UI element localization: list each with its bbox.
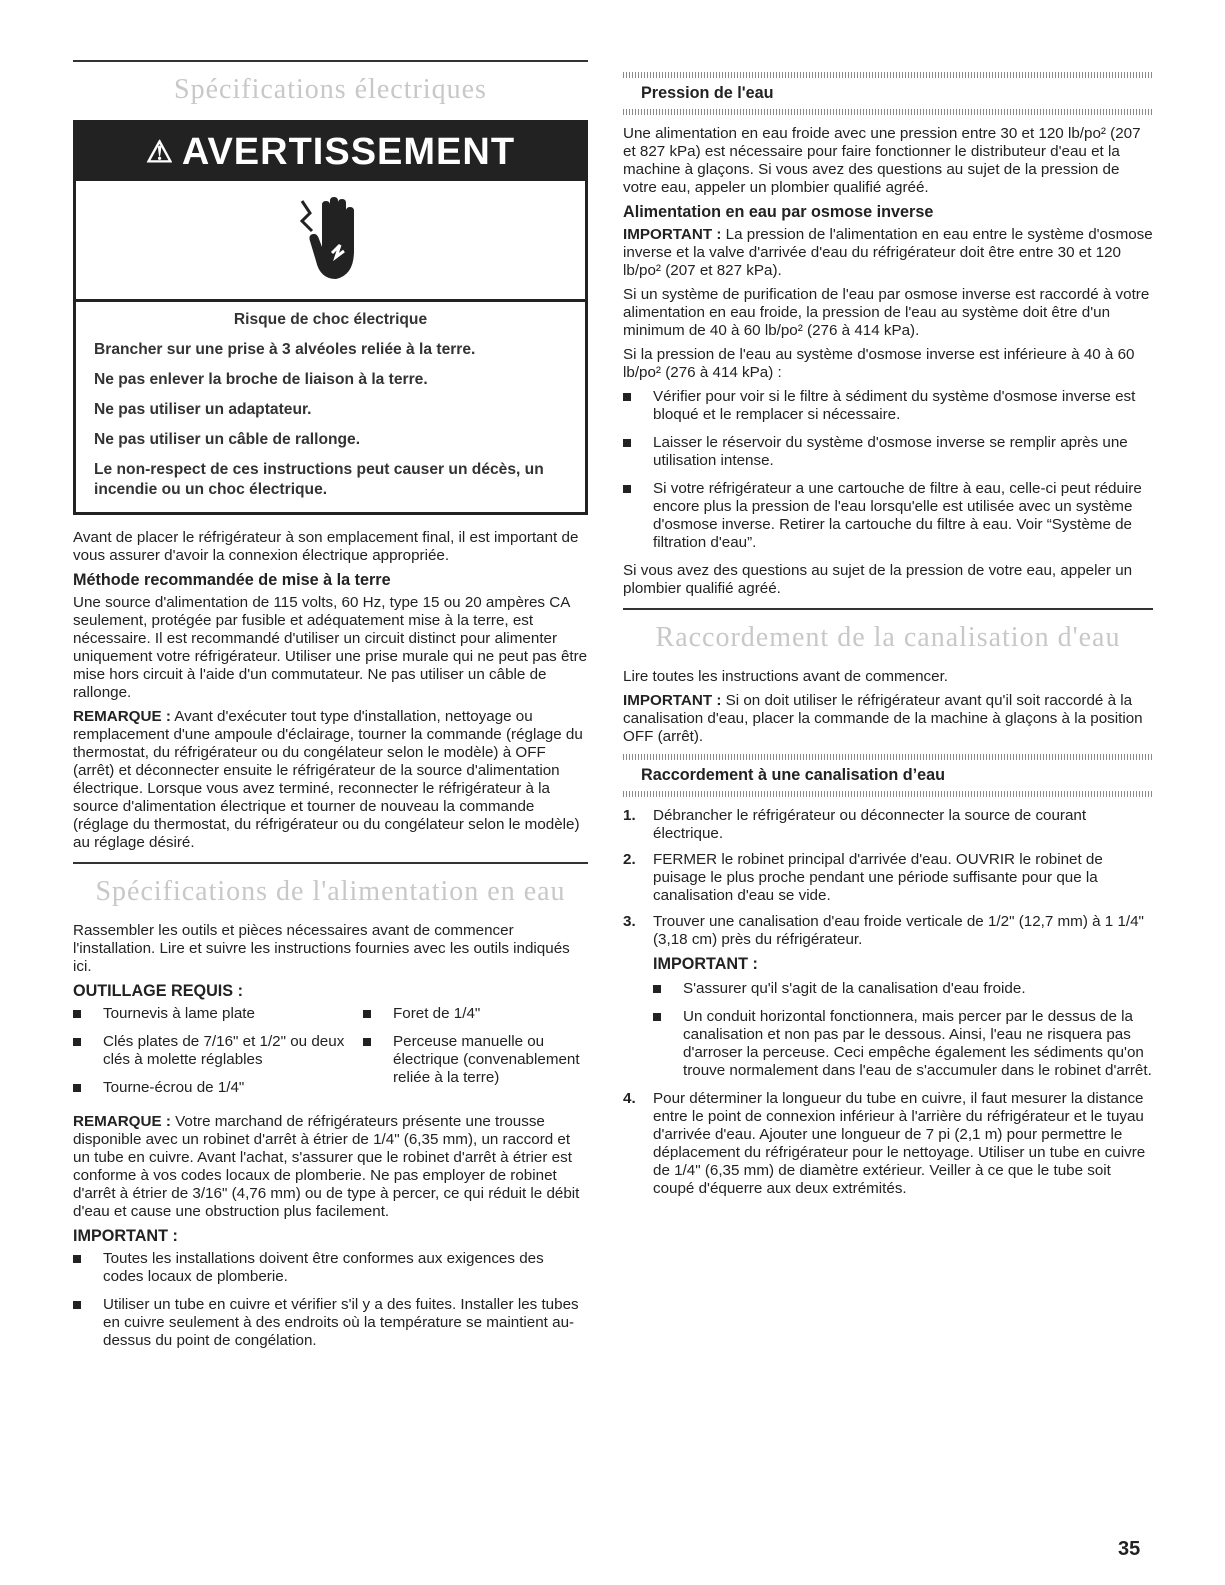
step-item: 2. FERMER le robinet principal d'arrivée d'eau. OUVRIR le robinet de puisage le plus proche pendant une période suffisante pour que la canalisation d'eau se vide. xyxy=(623,851,1103,904)
reverse-osmosis-title: Alimentation en eau par osmose inverse xyxy=(623,203,934,221)
warning-triangle-icon: ⚠ xyxy=(145,135,174,169)
note-label: REMARQUE : xyxy=(73,1113,171,1130)
list-item: Vérifier pour voir si le filtre à sédiment du système d'osmose inverse est bloqué et le remplacer si nécessaire. xyxy=(623,388,1153,424)
section-rule xyxy=(73,862,588,864)
right-column xyxy=(623,72,1153,1206)
list-item: Foret de 1/4" xyxy=(363,1005,588,1023)
important-label: IMPORTANT : xyxy=(623,226,722,243)
list-item: Laisser le réservoir du système d'osmose inverse se remplir après une utilisation intense. xyxy=(623,434,1153,470)
step-item: 3. Trouver une canalisation d'eau froide verticale de 1/2" (12,7 mm) à 1 1/4" (3,18 cm) près du réfrigérateur. IMPORTANT : S'assurer qu'il s'agit de la canalisation d'eau froide. Un conduit horizontal fonctionnera, mais percer par le dessus de la canalisation et non pas par le dessous. Ainsi, l'eau ne risquera pas d'arroser la perceuse. Ceci empêche également les sédiments qu'on trouve normalement dans l'eau de s'accumuler dans le robinet d'arrêt. xyxy=(623,913,1152,1079)
warning-header-text: AVERTISSEMENT xyxy=(181,130,516,173)
warning-line: Brancher sur une prise à 3 alvéoles reliée à la terre. xyxy=(94,341,476,358)
list-item: Perceuse manuelle ou électrique (convenablement reliée à la terre) xyxy=(363,1033,588,1087)
ro-text: Si un système de purification de l'eau par osmose inverse est raccordé à votre alimentation en eau froide, la pression de l'eau au système doit être d'un minimum de 40 à 60 lb/po² (276 à 414 kPa). xyxy=(623,286,1150,339)
connection-intro: Lire toutes les instructions avant de commencer. xyxy=(623,668,949,685)
important-label: IMPORTANT : xyxy=(623,692,722,709)
note-text: Votre marchand de réfrigérateurs présente une trousse disponible avec un robinet d'arrêt à étrier de 1/4" (6,35 mm), un raccord et un tube en cuivre. Avant l'achat, s'assurer que le robinet d'arrêt à étrier est conforme à vos codes locaux de plomberie. Ne pas employer de robinet d'arrêt à étrier de 3/16" (4,76 mm) ou de type à percer, ce qui réduit le débit d'eau et cause une obstruction plus facilement. xyxy=(73,1113,580,1220)
list-item: S'assurer qu'il s'agit de la canalisation d'eau froide. xyxy=(653,980,1153,998)
ro-important-text: La pression de l'alimentation en eau entre le système d'osmose inverse et la valve d'arrivée d'eau du réfrigérateur doit être entre 30 et 120 lb/po² (207 et 827 kPa). xyxy=(623,226,1153,279)
section-rule xyxy=(623,608,1153,610)
step3-important-title: IMPORTANT : xyxy=(653,955,758,973)
warning-line: Risque de choc électrique xyxy=(233,311,428,328)
connection-important xyxy=(623,692,1153,746)
list-item: Si votre réfrigérateur a une cartouche de filtre à eau, celle-ci peut réduire encore plus la pression de l'eau lorsqu'elle est utilisée avec un système d'osmose inverse. Retirer la cartouche du filtre à eau. Voir “Système de filtration d'eau”. xyxy=(623,480,1153,552)
ro-text: Si la pression de l'eau au système d'osmose inverse est inférieure à 40 à 60 lb/po² (276 à 414 kPa) : xyxy=(623,346,1135,381)
ro-list xyxy=(623,388,1153,552)
list-item: Tourne-écrou de 1/4" xyxy=(73,1079,363,1097)
water-intro: Rassembler les outils et pièces nécessaires avant de commencer l'installation. Lire et suivre les instructions fournies avec les outils indiqués ici. xyxy=(73,922,570,975)
note-text: Avant d'exécuter tout type d'installation, nettoyage ou remplacement d'une ampoule d'éclairage, tourner la commande (réglage du thermostat, du réfrigérateur ou du congélateur selon le modèle) à OFF (arrêt) et déconnecter ensuite le réfrigérateur de la source d'alimentation électrique. Lorsque vous avez terminé, reconnecter le réfrigérateur à la source d'alimentation électrique et tourner de nouveau la commande (réglage du thermostat, du réfrigérateur ou du congélateur selon le modèle) au réglage désiré. xyxy=(73,708,583,851)
water-specs-title: Spécifications de l'alimentation en eau xyxy=(95,876,566,907)
warning-body xyxy=(76,302,585,512)
tools-title: OUTILLAGE REQUIS : xyxy=(73,982,243,1000)
note-label: REMARQUE : xyxy=(73,708,171,725)
list-item: Un conduit horizontal fonctionnera, mais percer par le dessus de la canalisation et non pas par le dessous. Ainsi, l'eau ne risquera pas d'arroser la perceuse. Ceci empêche également les sédiments qu'on trouve normalement dans l'eau de s'accumuler dans le robinet d'arrêt. xyxy=(653,1008,1153,1080)
tools-list-right xyxy=(363,1005,588,1107)
electrical-specs-title: Spécifications électriques xyxy=(174,74,487,105)
kit-note xyxy=(73,1113,588,1221)
grounding-method-title: Méthode recommandée de mise à la terre xyxy=(73,571,391,589)
warning-line: Le non-respect de ces instructions peut causer un décès, un incendie ou un choc électrique. xyxy=(94,461,544,498)
important-title: IMPORTANT : xyxy=(73,1227,178,1245)
grounding-method-text: Une source d'alimentation de 115 volts, 60 Hz, type 15 ou 20 ampères CA seulement, protégée par fusible et adéquatement mise à la terre, est nécessaire. Il est recommandé d'utiliser un circuit distinct pour alimenter uniquement votre réfrigérateur. Utiliser une prise murale qui ne peut pas être mise hors circuit à l'aide d'un commutateur. Ne pas utiliser un câble de rallonge. xyxy=(73,594,588,701)
warning-box xyxy=(73,120,588,515)
connection-steps xyxy=(623,807,1153,1198)
electric-shock-hand-icon xyxy=(76,181,585,302)
ro-important xyxy=(623,226,1153,280)
tools-list-left xyxy=(73,1005,363,1107)
tools-list xyxy=(73,1005,588,1107)
electrical-intro: Avant de placer le réfrigérateur à son emplacement final, il est important de vous assurer d'avoir la connexion électrique appropriée. xyxy=(73,529,579,564)
subsection-stripe xyxy=(623,72,1153,78)
left-column xyxy=(73,60,588,1360)
subsection-stripe xyxy=(623,109,1153,115)
water-pressure-text: Une alimentation en eau froide avec une pression entre 30 et 120 lb/po² (207 et 827 kPa) est nécessaire pour faire fonctionner le distributeur d'eau et la machine à glaçons. Si vous avez des questions au sujet de la pression de votre eau, appeler un plombier qualifié agréé. xyxy=(623,125,1141,196)
ro-text: Si vous avez des questions au sujet de la pression de votre eau, appeler un plombier qualifié agréé. xyxy=(623,562,1133,597)
subsection-stripe xyxy=(623,791,1153,797)
connection-important-text: Si on doit utiliser le réfrigérateur avant qu'il soit raccordé à la canalisation d'eau, placer la commande de la machine à glaçons à la position OFF (arrêt). xyxy=(623,692,1143,745)
step3-list xyxy=(653,980,1153,1080)
warning-line: Ne pas enlever la broche de liaison à la terre. xyxy=(94,371,428,388)
page-number: 35 xyxy=(1118,1538,1141,1560)
water-line-connection-title: Raccordement de la canalisation d'eau xyxy=(655,622,1121,653)
list-item: Utiliser un tube en cuivre et vérifier s'il y a des fuites. Installer les tubes en cuivre seulement à des endroits où la température se maintient au-dessus du point de congélation. xyxy=(73,1296,588,1350)
list-item: Tournevis à lame plate xyxy=(73,1005,363,1023)
warning-line: Ne pas utiliser un adaptateur. xyxy=(94,401,312,418)
subsection-stripe xyxy=(623,754,1153,760)
list-item: Toutes les installations doivent être conformes aux exigences des codes locaux de plomberie. xyxy=(73,1250,588,1286)
connection-subtitle: Raccordement à une canalisation d’eau xyxy=(641,766,946,784)
electrical-note xyxy=(73,708,588,852)
important-list xyxy=(73,1250,588,1350)
step-item: 1. Débrancher le réfrigérateur ou déconnecter la source de courant électrique. xyxy=(623,807,1087,842)
warning-header xyxy=(76,123,585,181)
step-item: 4. Pour déterminer la longueur du tube en cuivre, il faut mesurer la distance entre le point de connexion inférieur à l'arrière du réfrigérateur et le tuyau d'arrivée d'eau. Ajouter une longueur de 7 pi (2,1 m) pour permettre le déplacement du réfrigérateur pour le nettoyage. Utiliser un tube en cuivre de 1/4" (6,35 mm) de diamètre extérieur. Veiller à ce que le tube soit coupé d'équerre aux deux extrémités. xyxy=(623,1090,1146,1197)
water-pressure-title: Pression de l'eau xyxy=(641,84,774,102)
section-rule xyxy=(73,60,588,62)
list-item: Clés plates de 7/16" et 1/2" ou deux clés à molette réglables xyxy=(73,1033,363,1069)
warning-line: Ne pas utiliser un câble de rallonge. xyxy=(94,431,361,448)
